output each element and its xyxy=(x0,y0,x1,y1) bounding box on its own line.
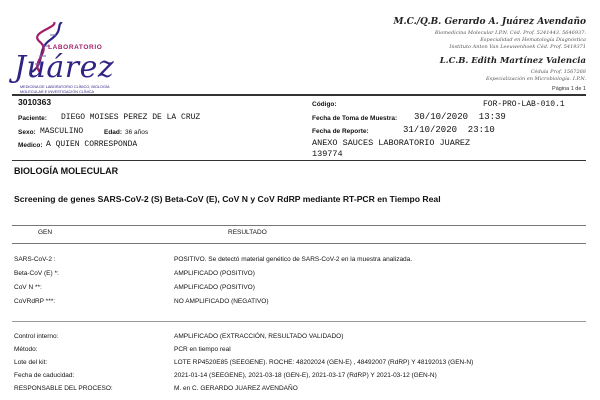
report-date-label: Fecha de Reporte: xyxy=(312,128,369,135)
detail-label: RESPONSABLE DEL PROCESO: xyxy=(14,385,113,392)
detail-value: 2021-01-14 (SEEGENE), 2021-03-18 (GEN-E), 2021-03-17 (RdRP) Y 2021-03-12 (GEN-N) xyxy=(174,372,437,379)
lab-logo xyxy=(12,22,122,92)
table-top-rule xyxy=(12,225,586,226)
director-credential-3: Instituto Anton Van Leeuwenhoek Céd. Prof. 5419371 xyxy=(449,44,586,50)
director-credential-1: Biomedicina Molecular I.P.N. Céd. Prof. 5241443. 5646937. xyxy=(434,30,586,36)
gene-result: NO AMPLIFICADO (NEGATIVO) xyxy=(174,298,269,305)
gene-name: SARS-CoV-2 : xyxy=(14,256,56,263)
logo-top-text: LABORATORIO xyxy=(48,44,103,51)
origin-line-2: 139774 xyxy=(312,149,343,159)
detail-label: Fecha de caducidad: xyxy=(14,372,75,379)
top-divider xyxy=(12,94,586,96)
detail-label: Lote del kit: xyxy=(14,359,48,366)
detail-value: AMPLIFICADO (EXTRACCIÓN, RESULTADO VALIDADO) xyxy=(174,333,344,340)
patient-sex: MASCULINO xyxy=(40,127,84,136)
second-credential-2: Especialización en Microbiología. I.P.N. xyxy=(485,76,586,82)
patient-id: 3010363 xyxy=(18,97,52,107)
second-name: L.C.B. Edith Martínez Valencia xyxy=(439,56,586,66)
detail-label: Método: xyxy=(14,346,38,353)
doctor-name: A QUIEN CORRESPONDA xyxy=(46,140,138,149)
gene-result: AMPLIFICADO (POSITIVO) xyxy=(174,284,255,291)
detail-value: M. en C. GERARDO JUAREZ AVENDAÑO xyxy=(174,385,298,392)
form-code: FOR-PRO-LAB-010.1 xyxy=(483,100,565,109)
detail-value: LOTE RP4520E85 (SEEGENE). ROCHE: 48202024 (GEN-E) , 48492007 (RdRP) Y 48192013 (GEN-N) xyxy=(174,359,474,366)
code-label: Código: xyxy=(312,101,337,108)
sex-label: Sexo: xyxy=(18,129,36,136)
patient-divider xyxy=(12,160,586,161)
report-date: 31/10/2020 23:10 xyxy=(403,125,495,135)
detail-label: Control interno: xyxy=(14,333,59,340)
details-rule xyxy=(12,321,586,322)
patient-name-label: Paciente: xyxy=(18,115,47,122)
page-number: Página 1 de 1 xyxy=(552,86,586,92)
gene-result: AMPLIFICADO (POSITIVO) xyxy=(174,270,255,277)
second-credential-1: Cédula Prof. 1567268 xyxy=(530,69,586,75)
column-header-gene: GEN xyxy=(38,229,53,236)
detail-value: PCR en tiempo real xyxy=(174,346,231,353)
age-label: Edad: xyxy=(104,129,123,136)
logo-subtitle-1: MEDICINA DE LABORATORIO CLÍNICO, BIOLOGÍA xyxy=(20,85,110,89)
gene-name: CoV N **: xyxy=(14,284,42,291)
gene-result: POSITIVO. Se detectó material genético de SARS-CoV-2 en la muestra analizada. xyxy=(174,256,413,263)
sample-date: 30/10/2020 13:39 xyxy=(414,112,506,122)
logo-subtitle-2: MOLECULAR E INVESTIGACIÓN CLÍNICA xyxy=(20,90,95,94)
column-header-result: RESULTADO xyxy=(228,229,267,236)
section-title: BIOLOGÍA MOLECULAR xyxy=(14,166,119,176)
section-subtitle: Screening de genes SARS-CoV-2 (S) Beta-CoV (E), CoV N y CoV RdRP mediante RT-PCR en Tiempo Real xyxy=(14,194,441,204)
doctor-label: Medico: xyxy=(18,142,43,149)
gene-name: Beta-CoV (E) *: xyxy=(14,270,59,277)
director-name: M.C./Q.B. Gerardo A. Juárez Avendaño xyxy=(393,17,586,27)
sample-date-label: Fecha de Toma de Muestra: xyxy=(312,115,398,122)
origin-line-1: ANEXO SAUCES LABORATORIO JUAREZ xyxy=(312,138,471,148)
director-credential-2: Especialidad en Hematología Diagnóstica xyxy=(480,37,586,43)
patient-age: 36 años xyxy=(125,129,149,136)
patient-name: DIEGO MOISES PEREZ DE LA CRUZ xyxy=(61,113,201,122)
logo-name: Juárez xyxy=(14,50,115,85)
gene-name: CoVRdRP ***: xyxy=(14,298,56,305)
table-header-rule xyxy=(12,243,586,244)
